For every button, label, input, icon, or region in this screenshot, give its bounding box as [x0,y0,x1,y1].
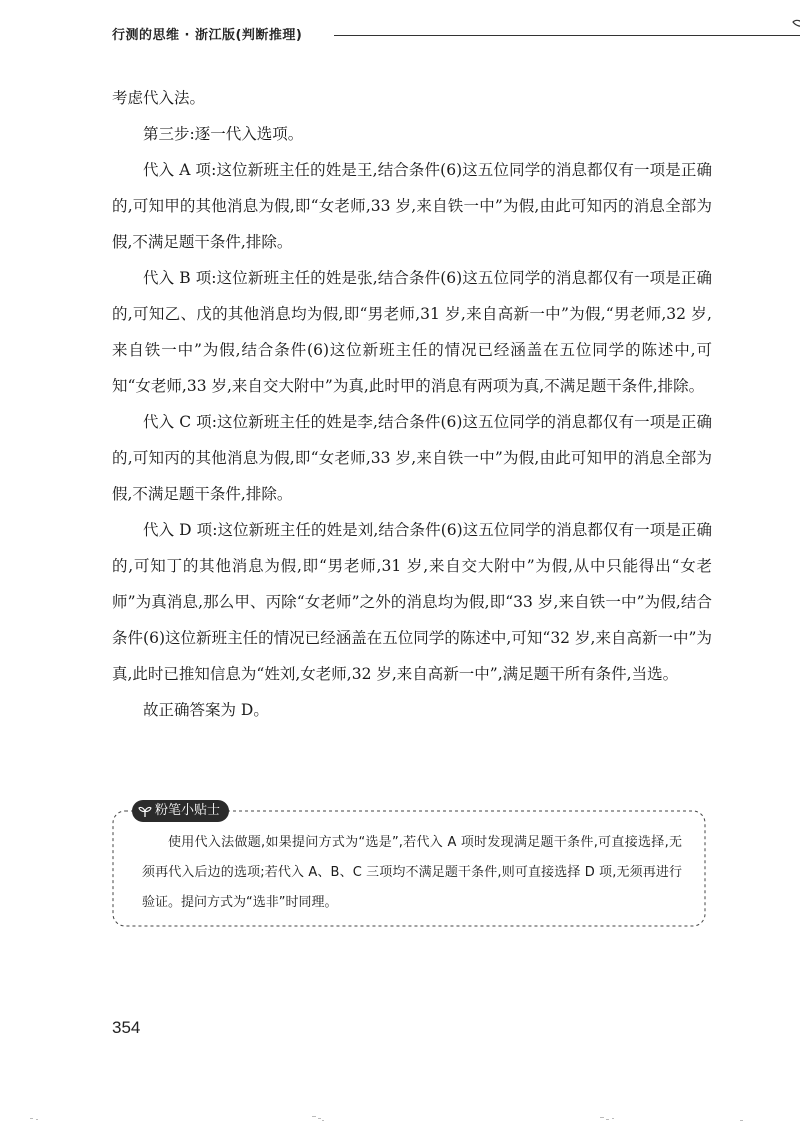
paragraph-option-d: 代入 D 项:这位新班主任的姓是刘,结合条件(6)这五位同学的消息都仅有一项是正确的,可知丁的其他消息为假,即“男老师,31 岁,来自交大附中”为假,从中只能得出“女老师”为真消息,那么甲、丙除“女老师”之外的消息均为假,即“33 岁,来自铁一中”为假,结合条件(6)这位新班主任的情况已经涵盖在五位同学的陈述中,可知“32 岁,来自高新一中”为真,此时已推知信息为“姓刘,女老师,32 岁,来自高新一中”,满足题干所有条件,当选。 [112,521,712,683]
tip-label-text: 粉笔小贴士 [155,803,221,818]
main-text [112,80,712,728]
running-header-title: 行测的思维 · 浙江版(判断推理) [112,28,303,43]
paragraph-option-b: 代入 B 项:这位新班主任的姓是张,结合条件(6)这五位同学的消息都仅有一项是正确的,可知乙、戊的其他消息均为假,即“男老师,31 岁,来自高新一中”为假,“男老师,32 岁,来自铁一中”为假,结合条件(6)这位新班主任的情况已经涵盖在五位同学的陈述中,可知“女老师,33 岁,来自交大附中”为真,此时甲的消息有两项为真,不满足题干条件,排除。 [112,269,712,395]
paragraph-answer: 故正确答案为 D。 [143,701,269,719]
header-rule [334,35,800,36]
sprout-icon [790,14,800,44]
tip-paragraph: 使用代入法做题,如果提问方式为“选是”,若代入 A 项时发现满足题干条件,可直接选择,无须再代入后边的选项;若代入 A、B、C 三项均不满足题干条件,则可直接选择 D 项,无须再进行验证。提问方式为“选非”时同理。 [142,835,682,910]
tip-box [112,803,706,926]
paragraph-option-c: 代入 C 项:这位新班主任的姓是李,结合条件(6)这五位同学的消息都仅有一项是正确的,可知丙的其他消息为假,即“女老师,33 岁,来自铁一中”为假,由此可知甲的消息全部为假,不满足题干条件,排除。 [112,413,712,503]
page-number: 354 [112,1018,141,1037]
paragraph-option-a: 代入 A 项:这位新班主任的姓是王,结合条件(6)这五位同学的消息都仅有一项是正确的,可知甲的其他消息为假,即“女老师,33 岁,来自铁一中”为假,由此可知丙的消息全部为假,不满足题干条件,排除。 [112,161,712,251]
scan-noise [0,1110,800,1128]
running-header [112,22,712,48]
tip-label [132,800,229,822]
paragraph-step-three: 第三步:逐一代入选项。 [143,125,304,143]
paragraph-intro: 考虑代入法。 [112,89,206,107]
leaf-icon [138,804,152,818]
tip-text [142,828,682,918]
